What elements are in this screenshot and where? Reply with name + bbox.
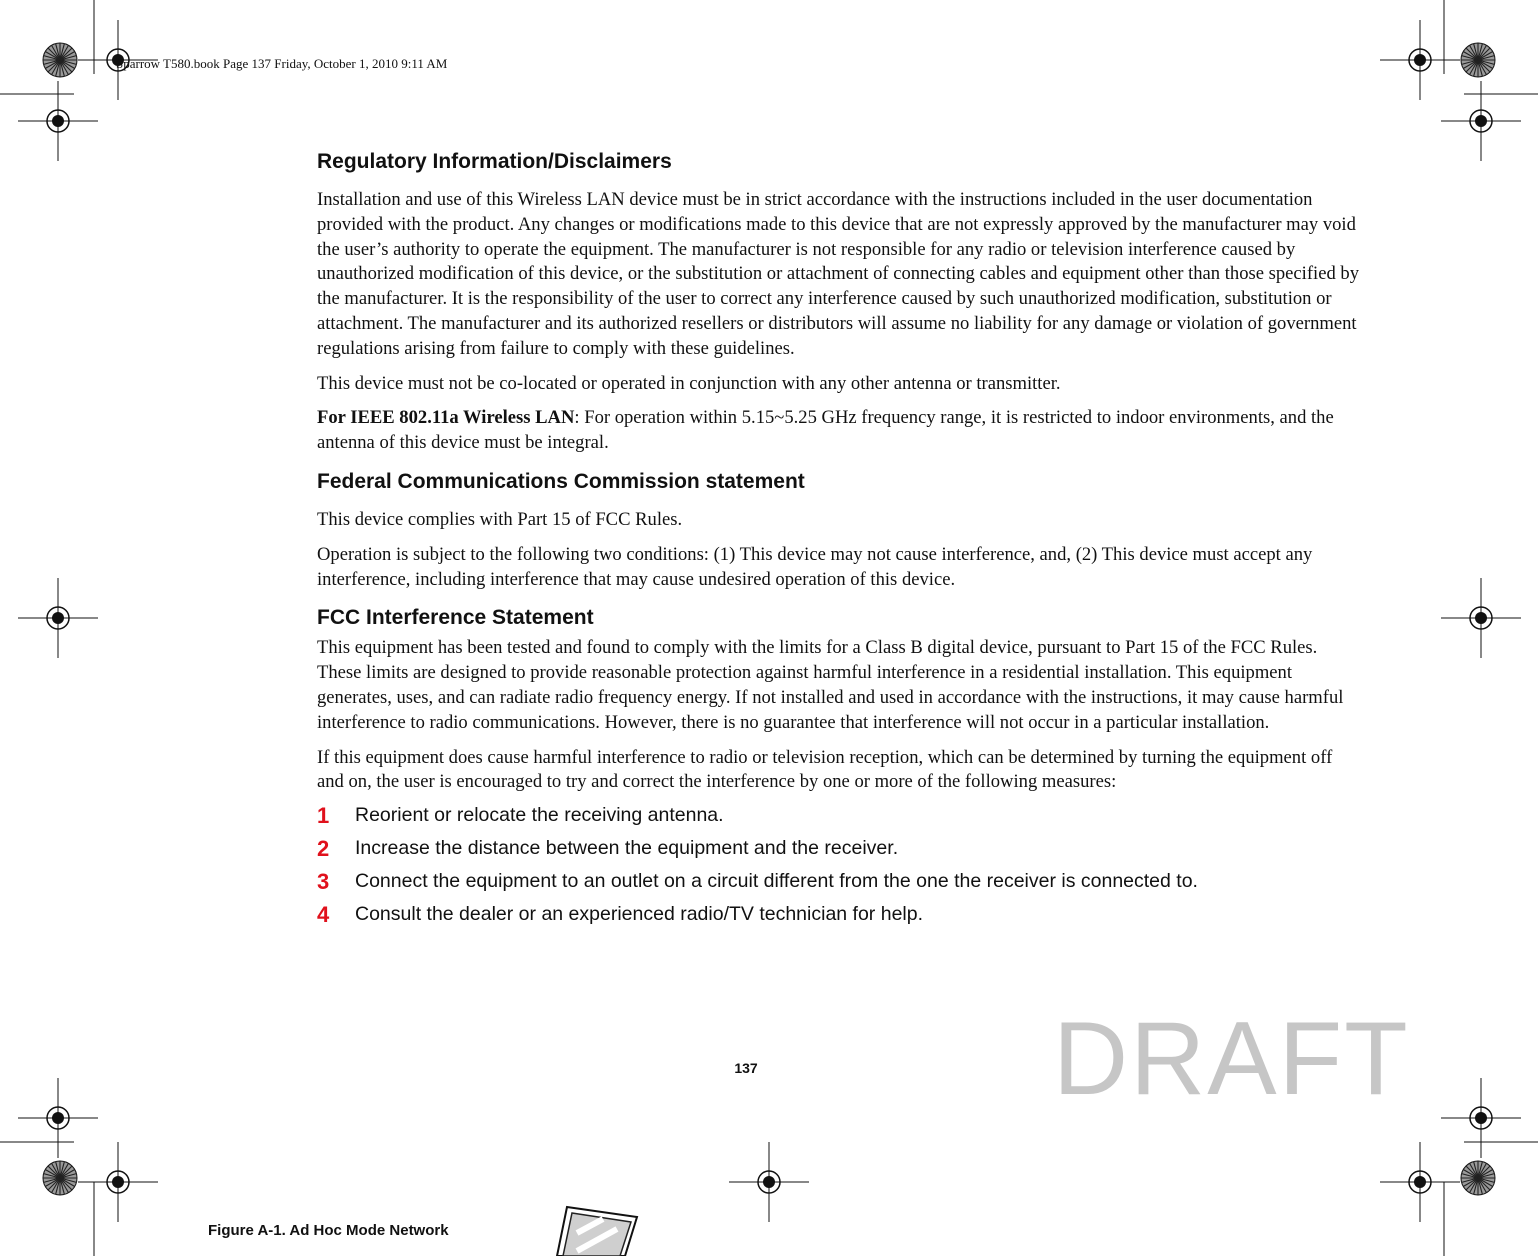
paragraph: This device complies with Part 15 of FCC Rules.: [317, 508, 683, 530]
list-item: [317, 898, 1362, 931]
figure-device-icon: [555, 1203, 645, 1256]
draft-watermark: DRAFT: [1053, 1001, 1410, 1117]
section-heading-fcc-interference: FCC Interference Statement: [317, 606, 594, 630]
step-number: 3: [317, 869, 330, 895]
step-text: Consult the dealer or an experienced radio/TV technician for help.: [355, 903, 924, 926]
step-text: Reorient or relocate the receiving antenna.: [355, 804, 724, 827]
list-item: [317, 799, 1362, 832]
section-heading-regulatory: Regulatory Information/Disclaimers: [317, 150, 672, 173]
step-number: 1: [317, 803, 330, 829]
list-item: [317, 832, 1362, 865]
paragraph: This device must not be co-located or operated in conjunction with any other antenna or transmitter.: [317, 372, 1061, 394]
step-text: Increase the distance between the equipment and the receiver.: [355, 837, 899, 860]
section-heading-fcc-statement: Federal Communications Commission statement: [317, 469, 805, 493]
figure-caption: Figure A-1. Ad Hoc Mode Network: [208, 1222, 449, 1239]
step-number: 2: [317, 836, 330, 862]
step-number: 4: [317, 902, 330, 928]
paragraph-lead: For IEEE 802.11a Wireless LAN: [317, 407, 575, 429]
page-number: 137: [734, 1060, 758, 1076]
measures-list: [317, 799, 1362, 931]
paragraph: For IEEE 802.11a Wireless LAN: For operation within 5.15~5.25 GHz frequency range, it is restricted to indoor environments, and the antenna of this device must be integral.: [317, 407, 1334, 454]
paragraph: Operation is subject to the following two conditions: (1) This device may not cause interference, and, (2) This device must accept any interference, including interference that may cause undesired operation of this device.: [317, 543, 1313, 590]
list-item: [317, 865, 1362, 898]
paragraph: Installation and use of this Wireless LAN device must be in strict accordance with the instructions included in the user documentation provided with the product. Any changes or modifications made to this device that are not expressly approved by the manufacturer may void the user’s authority to operate the equipment. The manufacturer is not responsible for any radio or television interference caused by unauthorized modification of this device, or the substitution or attachment of connecting cables and equipment other than those specified by the manufacturer. It is the responsibility of the user to correct any interference caused by such unauthorized modification, substitution or attachment. The manufacturer and its authorized resellers or distributors will assume no liability for any damage or violation of government regulations arising from failure to comply with these guidelines.: [317, 189, 1359, 359]
step-text: Connect the equipment to an outlet on a circuit different from the one the receiver is connected to.: [355, 870, 1198, 893]
paragraph: If this equipment does cause harmful interference to radio or television reception, which can be determined by turning the equipment off and on, the user is encouraged to try and correct the interference by one or more of the following measures:: [317, 746, 1333, 793]
page-content: [317, 150, 1362, 931]
book-slug: Sparrow T580.book Page 137 Friday, October 1, 2010 9:11 AM: [116, 56, 448, 71]
paragraph: This equipment has been tested and found to comply with the limits for a Class B digital device, pursuant to Part 15 of the FCC Rules. These limits are designed to provide reasonable protection against harmful interference in a residential installation. This equipment generates, uses, and can radiate radio frequency energy. If not installed and used in accordance with the instructions, it may cause harmful interference to radio communications. However, there is no guarantee that interference will not occur in a particular installation.: [317, 637, 1344, 733]
